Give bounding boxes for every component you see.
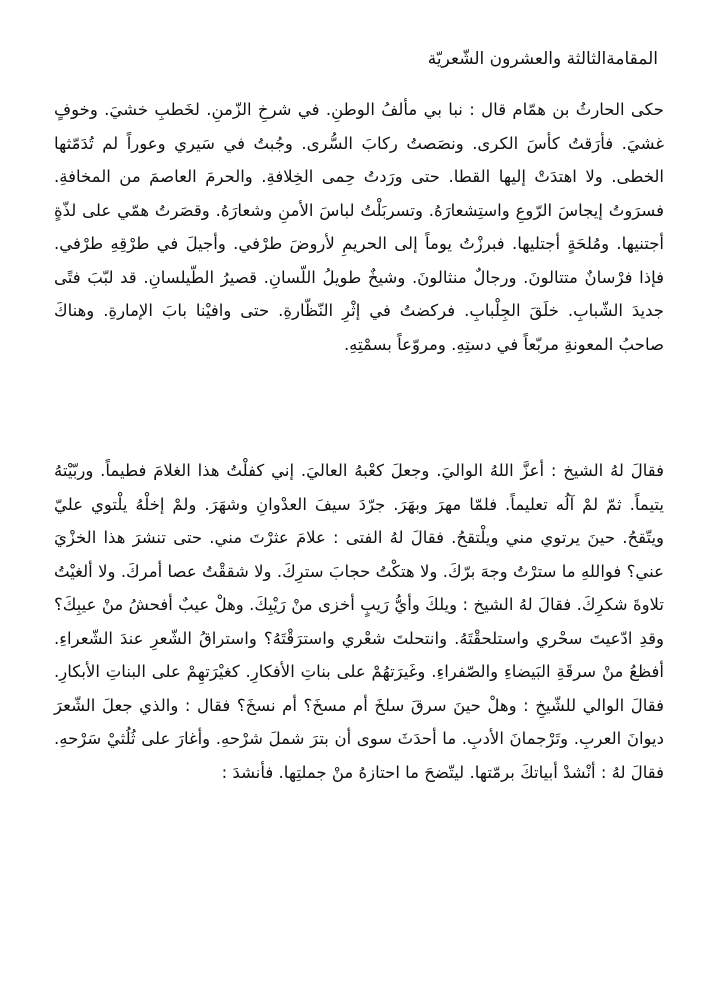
paragraph-1: حكى الحارثُ بن همّام قال : نبا بي مألفُ الوطنِ. في شرخِ الزّمنِ. لخَطبِ خشيَ. وخوفٍ غشيَ. فأرَقتُ كأسَ الكرى. ونصَصتُ ركابَ السُّرى. وجُبتُ في سَيري وعوراً لم تُدَمّثها الخطى. ولا اهتدَتْ إليها القطا. حتى ورَدتُ حِمى الخِلافةِ. والحرمَ العاصمَ من المخافةِ. فسرَوتُ إيجاسَ الرّوعِ واستِشعارَهُ. وتسربَلْتُ لباسَ الأمنِ وشعارَهُ. وقصَرتُ همّي على لذّةٍ أجتنيها. ومُلحَةٍ أجتليها. فبرزْتُ يوماً إلى الحريمِ لأروضَ طرْفي. وأجيلَ في طرْقِهِ طرْفي. فإذا فرْسانٌ متتالونَ. ورجالٌ منثالونَ. وشيخٌ طويلُ اللّسانِ. قصيرُ الطّيلسانِ. قد لبّبَ فتًى جديدَ الشّبابِ. خلَقَ الجِلْبابِ. فركضتُ في إثْرِ النّظّارةِ. حتى وافيْنا بابَ الإمارةِ. وهناكَ صاحبُ المعونةِ مربّعاً في دستِهِ. ومروّعاً بسمْتِهِ.: [54, 100, 664, 354]
document-title: المقامةالثالثة والعشرون الشّعريّة: [427, 49, 658, 69]
paragraph-2: فقالَ لهُ الشيخ : أعزَّ اللهُ الواليَ. وجعلَ كعْبهُ العاليَ. إني كفلْتُ هذا الغلامَ فطيماً. وربّيْتهُ يتيماً. ثمّ لمْ آلُه تعليماً. فلمّا مهرَ وبهَرَ. جرّدَ سيفَ العدْوانِ وشهَرَ. ولمْ إخلْهُ يلْتوي عليّ ويتّقحُ. حينَ يرتوي مني ويلْتقحُ. فقالَ لهُ الفتى : علامَ عثرْتَ مني. حتى تنشرَ هذا الخزْيَ عني؟ فواللهِ ما سترْتُ وجهَ برّكَ. ولا هتكْتُ حجابَ سترِكَ. ولا شققْتُ عصا أمركَ. ولا ألغيْتُ تلاوةَ شكرِكَ. فقالَ لهُ الشيخ : ويلكَ وأيُّ رَيبٍ أخزى منْ رَيْبِكَ. وهلْ عيبٌ أفحشُ منْ عيبِكَ؟ وقدِ ادّعيتَ سحْري واستلحقْتَهُ. وانتحلتَ شعْري واسترَقْتَهُ؟ واستراقُ الشّعرِ عندَ الشّعراءِ. أفظعُ منْ سرقَةِ البَيضاءِ والصّفراءِ. وغَيرَتهُمْ على بناتِ الأفكارِ. كغيْرَتهِمْ على البناتِ الأبكارِ. فقالَ الوالي للشّيخِ : وهلْ حينَ سرقَ سلخَ أم مسخَ؟ أم نسخَ؟ فقال : والذي جعلَ الشّعرَ ديوانَ العربِ. وتَرْجمانَ الأدبِ. ما أحدَثَ سوى أن بترَ شملَ شرْحهِ. وأغارَ على ثُلُثيْ سَرْحهِ. فقالَ لهُ : أنْشدْ أبياتكَ برمّتها. ليتّضحَ ما احتازهُ منْ جملتِها. فأنشدَ :: [54, 461, 664, 782]
